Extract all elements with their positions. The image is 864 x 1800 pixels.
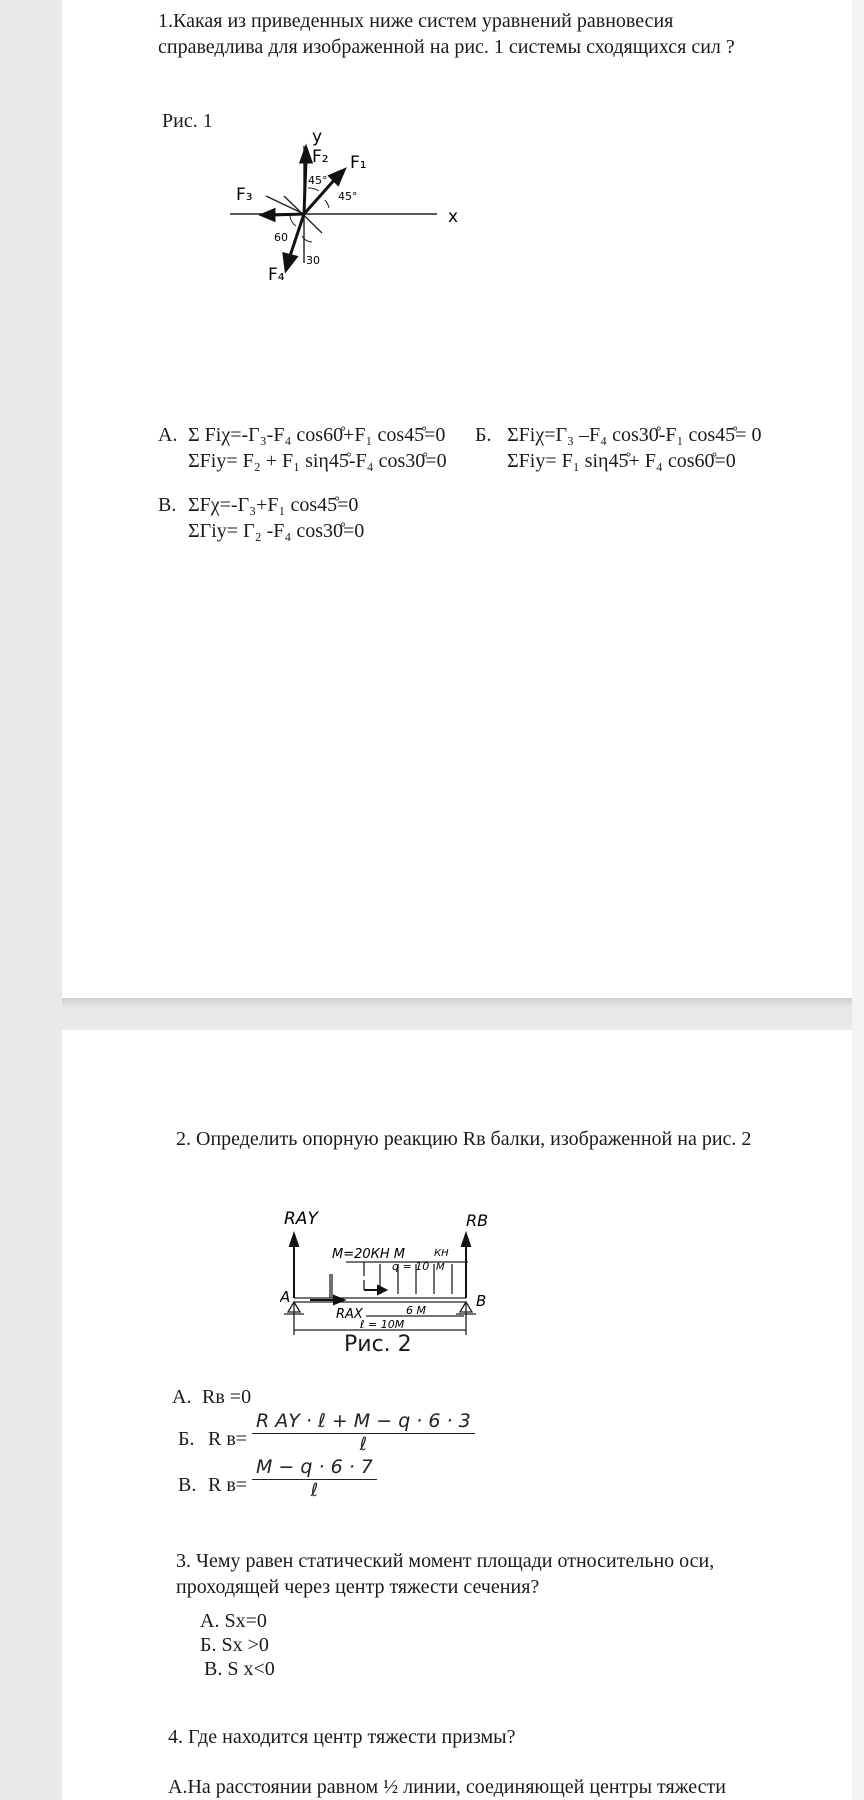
fig1-angle-60: 60	[274, 231, 288, 244]
q2-option-b-text: R в=	[208, 1428, 248, 1450]
q2-option-b-numerator: R AY · ℓ + M − q · 6 · 3	[252, 1410, 475, 1434]
fig1-angle-45-right: 45°	[338, 190, 358, 203]
q1-title-line-2: справедлива для изображенной на рис. 1 системы сходящихся сил ?	[158, 36, 735, 58]
q1-option-a-letter: А.	[158, 424, 178, 446]
q2-option-b-fraction	[252, 1410, 475, 1455]
q2-option-b-denominator: ℓ	[359, 1434, 368, 1455]
fig1-label-f2: F₂	[312, 147, 329, 167]
fig2-label-rax: RAX	[336, 1307, 363, 1322]
fig2-label-6m: 6 М	[406, 1304, 426, 1317]
fig1-angle-30: 30	[306, 254, 320, 267]
q3-title-line-1: 3. Чему равен статический момент площади относительно оси,	[176, 1550, 715, 1572]
fig2-label-a: A	[280, 1288, 291, 1306]
q2-option-a-text: Rв =0	[202, 1386, 252, 1408]
fig2-label-b: B	[476, 1292, 487, 1310]
fig2-label-ray: RAY	[284, 1209, 318, 1229]
q4-title: 4. Где находится центр тяжести призмы?	[168, 1726, 516, 1748]
q1-option-v-line-2: ΣΓіy= Γ₂ -F₄ cos30̊=0	[188, 520, 365, 542]
q3-option-b: Б. Sx >0	[200, 1634, 269, 1656]
page-1	[62, 0, 852, 998]
q1-option-a-line-2: ΣFіy= F₂ + F₁ sіη45̊-F₄ cos30̊=0	[188, 450, 447, 472]
page-2	[62, 1030, 852, 1800]
viewer-right-edge	[852, 0, 864, 1800]
q3-option-a: А. Sx=0	[200, 1610, 267, 1632]
fig2-label-l: ℓ = 10М	[360, 1318, 405, 1331]
fig2-label-m: M=20КН М	[332, 1247, 406, 1262]
fig1-label-x: x	[448, 207, 459, 227]
q2-option-v-fraction	[252, 1456, 377, 1501]
fig1-label-f4: F₄	[268, 265, 285, 285]
q2-option-v-text: R в=	[208, 1474, 248, 1496]
fig2-caption: Рис. 2	[344, 1332, 412, 1357]
q1-option-v-line-1: ΣFχ=-Γ₃+F₁ cos45̊=0	[188, 494, 359, 516]
q1-option-b-line-1: ΣFіχ=Γ₃ –F₄ cos30̊-F₁ cos45̊= 0	[507, 424, 762, 446]
fig2-label-q-unit-num: КН	[434, 1248, 449, 1259]
q1-option-b-line-2: ΣFіy= F₁ sіη45̊+ F₄ cos60̊=0	[507, 450, 736, 472]
fig2-label-rb: RB	[466, 1211, 489, 1230]
fig1-angle-45-top: 45°	[308, 174, 328, 187]
q2-option-b-letter: Б.	[178, 1428, 195, 1450]
fig2-label-q: q = 10	[392, 1260, 430, 1273]
q2-option-v-numerator: M − q · 6 · 7	[252, 1456, 377, 1480]
fig1-label-f1: F₁	[350, 153, 367, 173]
q3-title-line-2: проходящей через центр тяжести сечения?	[176, 1576, 540, 1598]
fig1-label-f3: F₃	[236, 185, 253, 205]
q1-option-b-letter: Б.	[475, 424, 492, 446]
fig1-caption: Рис. 1	[162, 110, 213, 132]
page-break-shadow	[62, 998, 852, 1008]
q2-title: 2. Определить опорную реакцию Rв балки, изображенной на рис. 2	[176, 1128, 752, 1150]
q4-option-a: А.На расстоянии равном ½ линии, соединяющей центры тяжести	[168, 1776, 726, 1798]
q2-option-v-letter: В.	[178, 1474, 197, 1496]
q1-option-a-line-1: Σ Fіχ=-Γ₃-F₄ cos60̊+F₁ cos45̊=0	[188, 424, 446, 446]
q1-title-line-1: 1.Какая из приведенных ниже систем уравнений равновесия	[158, 10, 674, 32]
q2-option-a-letter: А.	[172, 1386, 192, 1408]
figure-1-force-diagram	[222, 118, 462, 308]
fig1-label-y: y	[312, 127, 323, 147]
fig2-label-q-unit-den: М	[436, 1262, 445, 1273]
q1-option-v-letter: В.	[158, 494, 177, 516]
q3-option-v: В. S x<0	[204, 1658, 275, 1680]
q2-option-v-denominator: ℓ	[310, 1480, 319, 1501]
figure-2-beam-diagram	[280, 1190, 530, 1340]
